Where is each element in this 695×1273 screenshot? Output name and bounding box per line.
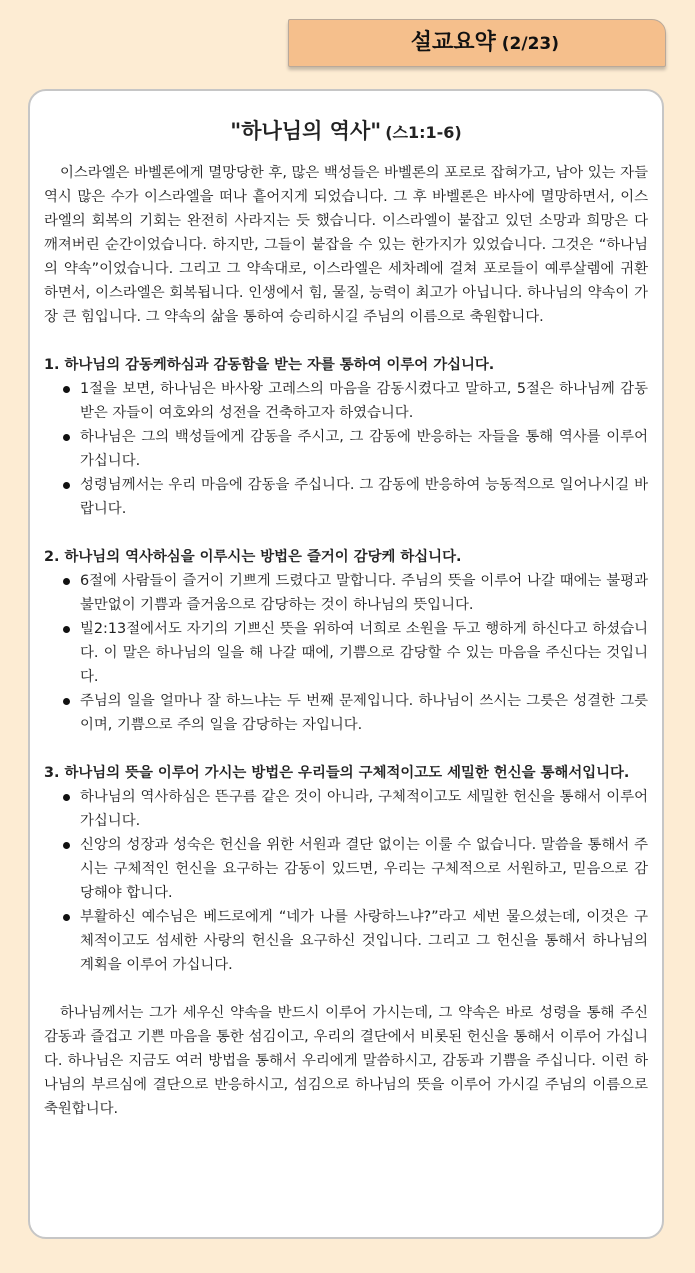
section-2	[44, 545, 648, 737]
section-heading: 3. 하나님의 뜻을 이루어 가시는 방법은 우리들의 구체적이고도 세밀한 헌신을 통해서입니다.	[44, 765, 630, 781]
section-1	[44, 353, 648, 521]
bullet-item: 주님의 일을 얼마나 잘 하느냐는 두 번째 문제입니다. 하나님이 쓰시는 그릇은 성결한 그릇이며, 기쁨으로 주의 일을 감당하는 자입니다.	[44, 689, 648, 737]
closing-paragraph: 하나님께서는 그가 세우신 약속을 반드시 이루어 가시는데, 그 약속은 바로 성령을 통해 주신 감동과 즐겁고 기쁜 마음을 통한 섬김이고, 우리의 결단에서 비롯된 헌신을 통해서 이루어 가십니다. 하나님은 지금도 여러 방법을 통해서 우리에게 말씀하시고, 감동과 기쁨을 주십니다. 이런 하나님의 부르심에 결단으로 반응하시고, 섬김으로 하나님의 뜻을 이루어 가시길 주님의 이름으로 축원합니다.	[44, 1005, 648, 1117]
sermon-title	[44, 111, 648, 151]
header-tab	[288, 19, 666, 67]
bullet-item: 6절에 사람들이 즐거이 기쁘게 드렸다고 말합니다. 주님의 뜻을 이루어 나갈 때에는 불평과 불만없이 기쁨과 즐거움으로 감당하는 것이 하나님의 뜻입니다.	[44, 569, 648, 617]
bullet-item: 부활하신 예수님은 베드로에게 “네가 나를 사랑하느냐?”라고 세번 물으셨는데, 이것은 구체적이고도 섬세한 사랑의 헌신을 요구하신 것입니다. 그리고 그 헌신을 통해서 하나님의 계획을 이루어 가십니다.	[44, 905, 648, 977]
bullet-list	[44, 377, 648, 521]
section-heading: 1. 하나님의 감동케하심과 감동함을 받는 자를 통하여 이루어 가십니다.	[44, 357, 495, 373]
bullet-item: 하나님의 역사하심은 뜬구름 같은 것이 아니라, 구체적이고도 세밀한 헌신을 통해서 이루어 가십니다.	[44, 785, 648, 833]
sermon-scripture-reference: (스1:1-6)	[385, 123, 462, 142]
bullet-item: 성령님께서는 우리 마음에 감동을 주십니다. 그 감동에 반응하여 능동적으로 일어나시길 바랍니다.	[44, 473, 648, 521]
bullet-item: 신앙의 성장과 성숙은 헌신을 위한 서원과 결단 없이는 이룰 수 없습니다. 말씀을 통해서 주시는 구체적인 헌신을 요구하는 감동이 있드면, 우리는 구체적으로 서원하고, 믿음으로 감당해야 합니다.	[44, 833, 648, 905]
bullet-item: 빌2:13절에서도 자기의 기쁘신 뜻을 위하여 너희로 소원을 두고 행하게 하신다고 하셨습니다. 이 말은 하나님의 일을 해 나갈 때에, 기쁨으로 감당할 수 있는 마음을 주신다는 것입니다.	[44, 617, 648, 689]
section-heading: 2. 하나님의 역사하심을 이루시는 방법은 즐거이 감당케 하십니다.	[44, 549, 462, 565]
header-page-count: (2/23)	[501, 34, 559, 54]
bullet-item: 1절을 보면, 하나님은 바사왕 고레스의 마음을 감동시켰다고 말하고, 5절은 하나님께 감동 받은 자들이 여호와의 성전을 건축하고자 하였습니다.	[44, 377, 648, 425]
section-3	[44, 761, 648, 977]
sermon-title-text: "하나님의 역사"	[230, 119, 382, 143]
bullet-list	[44, 785, 648, 977]
intro-paragraph: 이스라엘은 바벨론에게 멸망당한 후, 많은 백성들은 바벨론의 포로로 잡혀가고, 남아 있는 자들 역시 많은 수가 이스라엘을 떠나 흩어지게 되었습니다. 그 후 바벨론은 바사에 멸망하면서, 이스라엘의 회복의 기회는 완전히 사라지는 듯 했습니다. 이스라엘이 붙잡고 있던 소망과 희망은 다 깨져버린 순간이었습니다. 하지만, 그들이 붙잡을 수 있는 한가지가 있었습니다. 그것은 “하나님의 약속”이었습니다. 그리고 그 약속대로, 이스라엘은 세차례에 걸쳐 포로들이 예루살렘에 귀환하면서, 이스라엘은 회복됩니다. 인생에서 힘, 물질, 능력이 최고가 아닙니다. 하나님의 약속이 가장 큰 힘입니다. 그 약속의 삶을 통하여 승리하시길 주님의 이름으로 축원합니다.	[44, 165, 648, 325]
bullet-item: 하나님은 그의 백성들에게 감동을 주시고, 그 감동에 반응하는 자들을 통해 역사를 이루어 가십니다.	[44, 425, 648, 473]
bullet-list	[44, 569, 648, 737]
sermon-summary-card	[28, 89, 664, 1239]
header-title: 설교요약	[410, 30, 496, 55]
